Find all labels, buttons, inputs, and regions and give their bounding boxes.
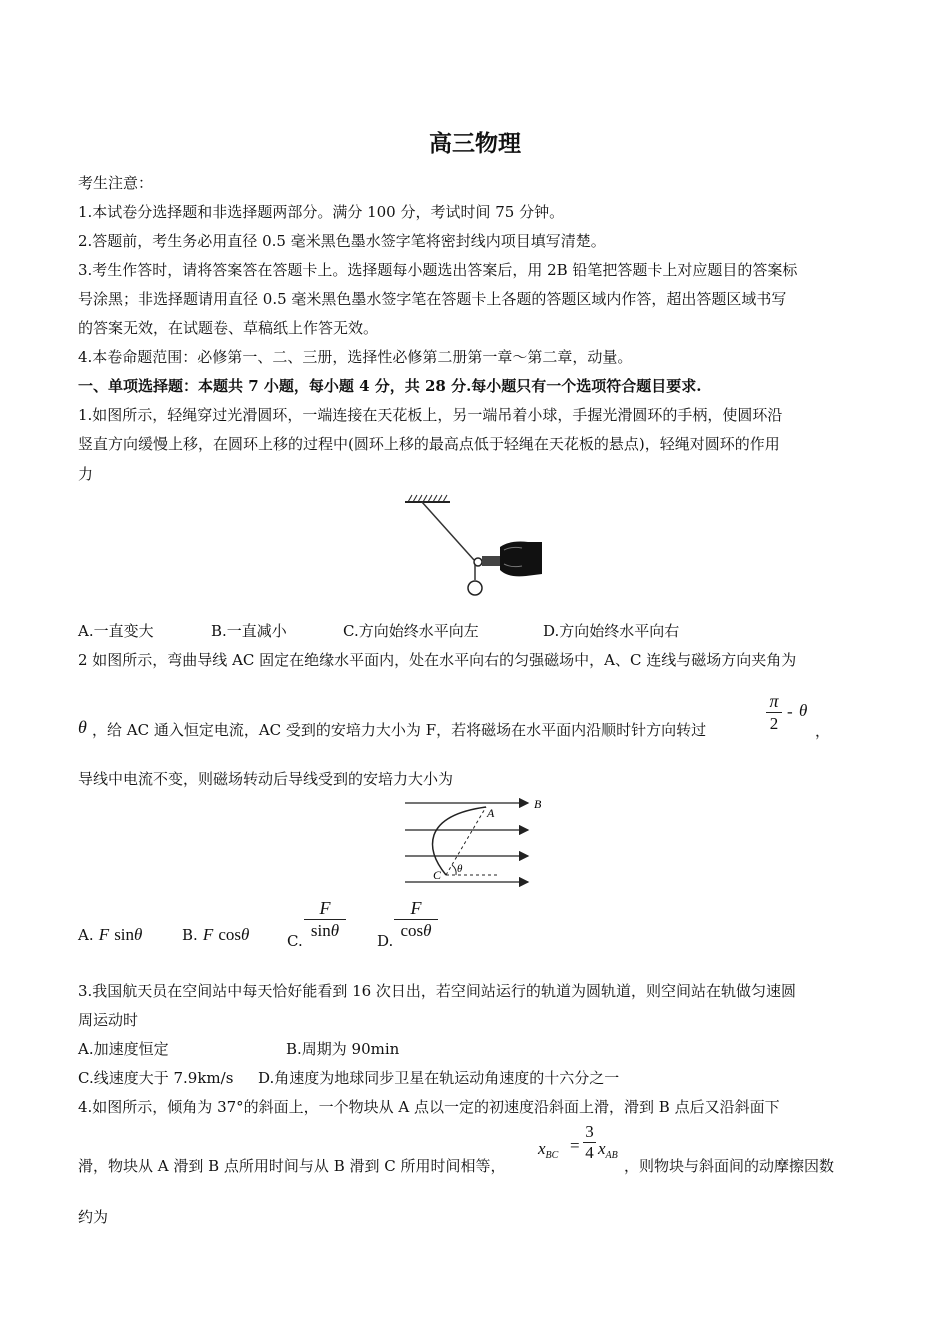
q3-stem-line: 3.我国航天员在空间站中每天恰好能看到 16 次日出，若空间站运行的轨道为圆轨道，则空间站在轨做匀速圆 xyxy=(78,982,796,1000)
q2-option-c-label: C. xyxy=(287,932,303,950)
q3-option-b: B.周期为 90min xyxy=(286,1040,400,1058)
expr-variable: F xyxy=(202,925,214,944)
q3-option-d: D.角速度为地球同步卫星在轨运动角速度的十六分之一 xyxy=(258,1069,620,1087)
expr-variable: F xyxy=(98,925,110,944)
q2-stem-line: ，给 AC 通入恒定电流，AC 受到的安培力大小为 F，若将磁场在水平面内沿顺时针方向转过 xyxy=(92,721,707,739)
q1-figure xyxy=(400,492,550,604)
notice-heading: 考生注意： xyxy=(78,174,154,192)
expr-function: cos xyxy=(400,921,424,940)
fraction-numerator: 3 xyxy=(585,1122,594,1141)
q2-option-a xyxy=(78,925,142,945)
q1-stem-line: 竖直方向缓慢上移，在圆环上移的过程中(圆环上移的最高点低于轻绳在天花板的悬点)，轻绳对圆环的作用 xyxy=(78,435,780,453)
expr-theta: θ xyxy=(241,925,250,944)
option-label: A. xyxy=(78,926,94,944)
q2-option-b xyxy=(182,925,249,945)
q3-option-c: C.线速度大于 7.9km/s xyxy=(78,1069,234,1087)
expr-function: sin xyxy=(310,921,331,940)
notice-item: 3.考生作答时，请将答案答在答题卡上。选择题每小题选出答案后，用 2B 铅笔把答题卡上对应题目的答案标 xyxy=(78,261,798,279)
q1-option-d: D.方向始终水平向右 xyxy=(543,622,680,640)
fraction-denominator: 4 xyxy=(585,1143,594,1162)
point-label-a: A xyxy=(487,806,495,820)
formula-subscript: AB xyxy=(605,1150,618,1161)
expr-theta: θ xyxy=(134,925,143,944)
point-label-c: C xyxy=(433,868,442,882)
formula-variable: x xyxy=(538,1139,546,1158)
q4-formula-rhs xyxy=(598,1139,618,1159)
fraction-denominator: 2 xyxy=(769,714,779,733)
notice-item: 1.本试卷分选择题和非选择题两部分。满分 100 分，考试时间 75 分钟。 xyxy=(78,203,565,221)
q2-stem-line: 导线中电流不变，则磁场转动后导线受到的安培力大小为 xyxy=(78,770,454,788)
q4-formula xyxy=(538,1139,558,1159)
q2-option-d-fraction xyxy=(394,897,438,942)
formula-subscript: BC xyxy=(545,1150,559,1161)
expr-theta: θ xyxy=(330,921,340,940)
q3-stem-line: 周运动时 xyxy=(78,1011,139,1029)
q4-stem-line: ，则物块与斜面间的动摩擦因数 xyxy=(624,1157,835,1175)
q1-stem-line: 1.如图所示，轻绳穿过光滑圆环，一端连接在天花板上，另一端吊着小球，手握光滑圆环的手柄，使圆环沿 xyxy=(78,406,783,424)
q1-option-c: C.方向始终水平向左 xyxy=(343,622,479,640)
minus-sign: - xyxy=(787,702,793,721)
fraction-numerator: π xyxy=(769,691,779,711)
q2-stem-line: 2 如图所示，弯曲导线 AC 固定在绝缘水平面内，处在水平向右的匀强磁场中，A、C 连线与磁场方向夹角为 xyxy=(78,651,797,669)
equals-sign: = xyxy=(570,1136,580,1155)
q4-formula-fraction xyxy=(583,1122,596,1163)
expr-function: cos xyxy=(218,925,242,944)
angle-label-theta: θ xyxy=(457,863,463,875)
q4-stem-line: 约为 xyxy=(78,1208,109,1226)
q1-option-b: B.一直减小 xyxy=(211,622,287,640)
q1-stem-line: 力 xyxy=(78,465,94,483)
notice-item: 4.本卷命题范围：必修第一、二、三册，选择性必修第二册第一章～第二章，动量。 xyxy=(78,348,633,366)
expr-function: sin xyxy=(114,925,135,944)
q2-option-c-fraction xyxy=(304,897,346,942)
q4-stem-line: 滑，物块从 A 滑到 B 点所用时间与从 B 滑到 C 所用时间相等， xyxy=(78,1157,506,1175)
notice-item: 2.答题前，考生务必用直径 0.5 毫米黑色墨水签字笔将密封线内项目填写清楚。 xyxy=(78,232,606,250)
page-title: 高三物理 xyxy=(429,130,521,157)
field-label-b: B xyxy=(534,797,542,811)
section-heading: 一、单项选择题：本题共 7 小题，每小题 4 分，共 28 分.每小题只有一个选项符合题目要求. xyxy=(78,377,702,395)
fraction-numerator: F xyxy=(410,898,422,918)
q2-figure xyxy=(400,795,560,890)
formula-variable: x xyxy=(598,1139,606,1158)
notice-item: 的答案无效，在试题卷、草稿纸上作答无效。 xyxy=(78,319,379,337)
q4-stem-line: 4.如图所示，倾角为 37°的斜面上，一个物块从 A 点以一定的初速度沿斜面上滑，滑到 B 点后又沿斜面下 xyxy=(78,1098,780,1116)
comma: ， xyxy=(815,722,831,740)
q2-theta-symbol: θ xyxy=(78,717,87,737)
theta-symbol: θ xyxy=(799,701,808,720)
q1-option-a: A.一直变大 xyxy=(78,622,154,640)
q3-option-a: A.加速度恒定 xyxy=(78,1040,169,1058)
expr-theta: θ xyxy=(423,921,432,940)
fraction-numerator: F xyxy=(319,898,331,918)
option-label: B. xyxy=(182,926,198,944)
q2-angle-fraction xyxy=(766,690,782,735)
notice-item: 号涂黑；非选择题请用直径 0.5 毫米黑色墨水签字笔在答题卡上各题的答题区域内作答，超出答题区域书写 xyxy=(78,290,787,308)
q2-option-d-label: D. xyxy=(377,932,394,950)
